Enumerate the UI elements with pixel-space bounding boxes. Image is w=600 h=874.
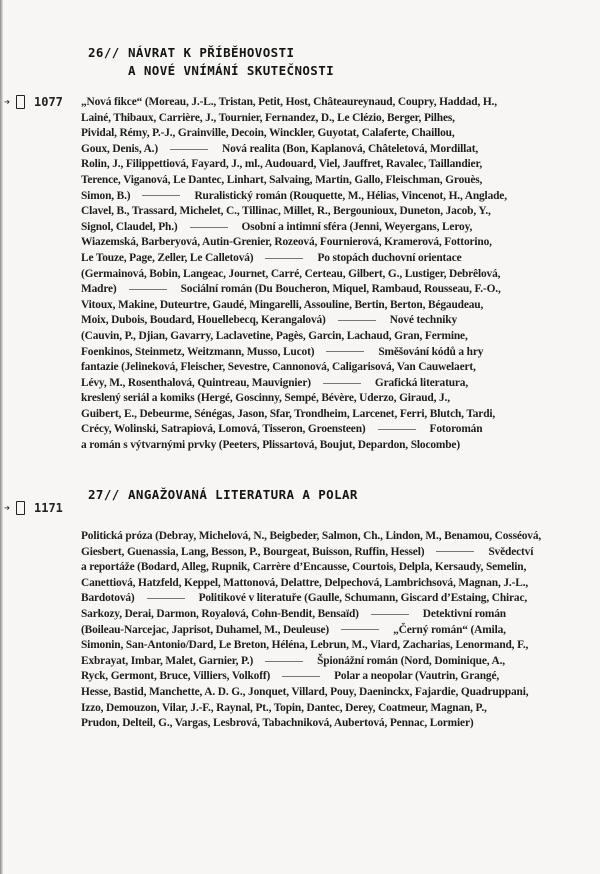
entry-text: fantazie (Jelineková, Fleischer, Sevestre, Cannonová, Caligarisová, Van Cauwelaert, [81, 361, 476, 374]
category-entry: Sociální román (Du Boucheron, Miquel, Rambaud, Rousseau, F.-O., [180, 283, 501, 296]
text-line [81, 267, 591, 283]
arrow-right-icon: ➔ [4, 502, 11, 514]
entry-text: Clavel, B., Trassard, Michelet, C., Tillinac, Millet, R., Bergounioux, Duneton, Jacob, Y., [81, 205, 491, 218]
entry-text: Goux, Denis, A.) [81, 142, 159, 155]
text-line [81, 95, 591, 111]
text-line [81, 360, 591, 376]
category-entry: Svědectví [488, 545, 534, 558]
category-entry: Grafická literatura, [374, 376, 469, 389]
entry-text: Ryck, Germont, Bruce, Villiers, Volkoff) [81, 670, 271, 683]
text-line [81, 438, 591, 454]
section-title-line: ANGAŽOVANÁ LITERATURA A POLAR [128, 487, 358, 502]
entry-text: Sarkozy, Derai, Darmon, Royalová, Cohn-Bendit, Bensaïd) [81, 607, 359, 620]
section-26-heading [88, 44, 334, 80]
category-entry: „Černý román“ (Amila, [393, 623, 506, 636]
text-line [81, 669, 591, 685]
text-line [81, 545, 591, 561]
entry-text: Lainé, Thibaux, Carrière, J., Tournier, Fernandez, D., Le Clézio, Berger, Pilhes, [81, 111, 455, 124]
entry-text: Crécy, Wolinski, Satrapiová, Lomová, Tisseron, Groensteen) [81, 423, 366, 436]
separator-dash [436, 551, 474, 552]
text-line [81, 282, 591, 298]
text-line [81, 685, 591, 701]
entry-text: Lévy, M., Rosenthalová, Quintreau, Mauvignier) [81, 376, 311, 389]
entry-text: Giesbert, Guenassia, Lang, Besson, P., Bourgeat, Buisson, Ruffin, Hessel) [81, 545, 425, 558]
entry-text: Pividal, Rémy, P.-J., Grainville, Decoin, Winckler, Guyotat, Calaferte, Chaillou, [81, 127, 455, 140]
text-line [81, 220, 591, 236]
category-entry: Špionážní román (Nord, Dominique, A., [317, 654, 506, 667]
text-line [81, 716, 591, 732]
section-26-body [81, 95, 591, 454]
page-reference-27[interactable] [4, 501, 63, 515]
text-line [81, 313, 591, 329]
text-line [81, 391, 591, 407]
separator-dash [142, 195, 180, 196]
entry-text: Exbrayat, Imbar, Malet, Garnier, P.) [81, 654, 254, 667]
category-entry: Osobní a intimní sféra (Jenni, Weyergans, Leroy, [241, 220, 473, 233]
separator-dash [147, 598, 185, 599]
entry-text: Terence, Viganová, Le Dantec, Linhart, Salvaing, Martin, Gallo, Fleischman, Grouès, [81, 173, 483, 186]
entry-text: a román s výtvarnými prvky (Peeters, Plissartová, Boujut, Depardon, Slocombe) [81, 439, 460, 452]
category-entry: Fotoromán [429, 423, 483, 436]
text-line [81, 591, 591, 607]
page-reference-26[interactable] [4, 95, 63, 109]
entry-text: Wiazemská, Barberyová, Autin-Grenier, Rozeová, Fournierová, Kramerová, Fottorino, [81, 236, 492, 249]
section-title-line: A NOVÉ VNÍMÁNÍ SKUTEČNOSTI [128, 63, 335, 78]
text-line [81, 157, 591, 173]
page-binding-edge [0, 0, 3, 874]
entry-text: Signol, Claudel, Ph.) [81, 220, 178, 233]
category-entry: Nová realita (Bon, Kaplanová, Châteletová, Mordillat, [222, 142, 479, 155]
separator-dash [170, 149, 208, 150]
category-entry: Ruralistický román (Rouquette, M., Hélias, Vincenot, H., Anglade, [194, 189, 507, 202]
category-entry: Polar a neopolar (Vautrin, Grangé, [334, 670, 500, 683]
arrow-right-icon: ➔ [4, 96, 11, 108]
separator-dash [265, 258, 303, 259]
entry-text: (Cauvin, P., Djian, Gavarry, Laclavetine, Pagès, Garcin, Lachaud, Gran, Fermine, [81, 329, 468, 342]
category-entry: Detektivní román [422, 607, 506, 620]
section-title-line: NÁVRAT K PŘÍBĚHOVOSTI [128, 45, 295, 60]
text-line [81, 251, 591, 267]
separator-dash [190, 227, 228, 228]
text-line [81, 189, 591, 205]
separator-dash [282, 676, 320, 677]
section-number: 27// [88, 487, 120, 502]
section-27-body [81, 529, 591, 732]
entry-text: Hesse, Bastid, Manchette, A. D. G., Jonquet, Villard, Pouy, Daeninckx, Fajardie, Quadruppani, [81, 685, 529, 698]
text-line [81, 701, 591, 717]
entry-text: „Nová fikce“ (Moreau, J.-L., Tristan, Petit, Host, Châteaureynaud, Coupry, Haddad, H., [81, 96, 497, 108]
entry-text: Madre) [81, 283, 117, 296]
entry-text: Izzo, Demouzon, Vilar, J.-F., Raynal, Pt., Topin, Dantec, Derey, Coatmeur, Magnan, P., [81, 701, 487, 714]
text-line [81, 529, 591, 545]
text-line [81, 204, 591, 220]
page-number: 1171 [34, 501, 63, 515]
separator-dash [129, 289, 167, 290]
separator-dash [326, 351, 364, 352]
text-line [81, 376, 591, 392]
text-line [81, 111, 591, 127]
text-line [81, 142, 591, 158]
entry-text: (Boileau-Narcejac, Japrisot, Duhamel, M., Deuleuse) [81, 623, 330, 636]
entry-text: Guibert, E., Debeurme, Sénégas, Jason, Sfar, Trondheim, Larcenet, Ferri, Blutch, Tardi, [81, 407, 496, 420]
text-line [81, 235, 591, 251]
text-line [81, 407, 591, 423]
entry-text: Moix, Dubois, Boudard, Houellebecq, Kerangalová) [81, 314, 326, 327]
entry-text: Prudon, Delteil, G., Vargas, Lesbrová, Tabachniková, Aubertová, Pennac, Lormier) [81, 717, 474, 730]
separator-dash [378, 429, 416, 430]
text-line [81, 422, 591, 438]
entry-text: Vitoux, Makine, Duteurtre, Gaudé, Mingarelli, Assouline, Bertin, Berton, Bégaudeau, [81, 298, 484, 311]
entry-text: Le Touze, Page, Zeller, Le Calletová) [81, 251, 254, 264]
category-entry: Politikové v literatuře (Gaulle, Schumann, Giscard d’Estaing, Chirac, [198, 592, 528, 605]
entry-text: Politická próza (Debray, Michelová, N., Beigbeder, Salmon, Ch., Lindon, M., Benamou, Cosséová, [81, 530, 542, 542]
text-line [81, 623, 591, 639]
separator-dash [323, 383, 361, 384]
category-entry: Směšování kódů a hry [378, 345, 484, 358]
page-icon [16, 95, 25, 109]
text-line [81, 607, 591, 623]
entry-text: Foenkinos, Steinmetz, Weitzmann, Musso, Lucot) [81, 345, 315, 358]
separator-dash [371, 614, 409, 615]
entry-text: Rolin, J., Filippettiová, Fayard, J., ml., Audouard, Viel, Jauffret, Ravalec, Taillandier, [81, 158, 483, 171]
separator-dash [265, 661, 303, 662]
text-line [81, 345, 591, 361]
entry-text: kreslený seriál a komiks (Hergé, Goscinny, Sempé, Bévère, Uderzo, Giraud, J., [81, 392, 450, 405]
text-line [81, 560, 591, 576]
entry-text: Simon, B.) [81, 189, 131, 202]
text-line [81, 298, 591, 314]
entry-text: Simonin, San-Antonio/Dard, Le Breton, Héléna, Lebrun, M., Viard, Zacharias, Lenormand, F., [81, 639, 529, 652]
page-number: 1077 [34, 95, 63, 109]
entry-text: a reportáže (Bodard, Alleg, Rupnik, Carrère d’Encausse, Courtois, Delpla, Kersaudy, Semelin, [81, 561, 527, 574]
page-icon [16, 501, 25, 515]
category-entry: Po stopách duchovní orientace [317, 251, 462, 264]
entry-text: Bardotová) [81, 592, 135, 605]
section-number: 26// [88, 45, 120, 60]
text-line [81, 638, 591, 654]
section-27-heading [88, 486, 358, 504]
text-line [81, 654, 591, 670]
entry-text: Canettiová, Hatzfeld, Keppel, Mattonová, Delattre, Delpechová, Lambrichsová, Magnan, J.-L., [81, 576, 529, 589]
entry-text: (Germainová, Bobin, Langeac, Journet, Carré, Certeau, Gilbert, G., Lustiger, Debrêlová, [81, 267, 501, 280]
category-entry: Nové techniky [389, 314, 458, 327]
separator-dash [338, 320, 376, 321]
text-line [81, 173, 591, 189]
text-line [81, 126, 591, 142]
text-line [81, 329, 591, 345]
text-line [81, 576, 591, 592]
separator-dash [341, 629, 379, 630]
